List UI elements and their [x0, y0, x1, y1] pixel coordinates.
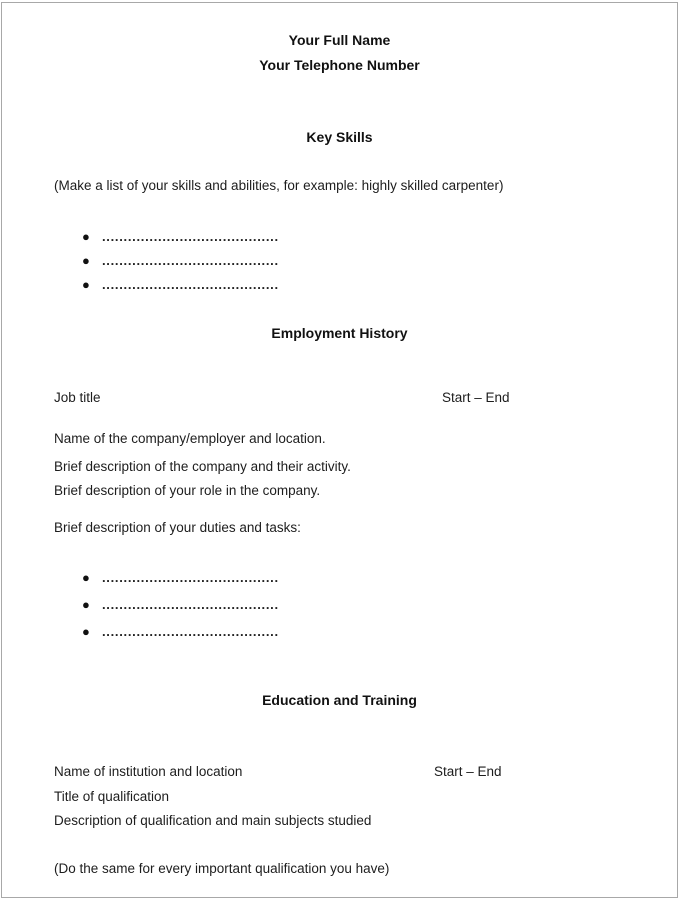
bullet-icon: ●: [82, 253, 90, 268]
duty-placeholder-line: .........................................: [102, 597, 279, 612]
education-note: (Do the same for every important qualification you have): [54, 861, 390, 876]
bullet-icon: ●: [82, 277, 90, 292]
document-page: [1, 2, 678, 898]
institution-row: [2, 764, 677, 779]
institution-label: Name of institution and location: [54, 764, 243, 779]
key-skills-hint: (Make a list of your skills and abilities, for example: highly skilled carpenter): [54, 178, 504, 193]
key-skills-heading: Key Skills: [306, 129, 373, 145]
qualification-title-line: Title of qualification: [54, 789, 170, 804]
education-date-range: Start – End: [434, 764, 502, 779]
bullet-icon: ●: [82, 597, 90, 612]
employment-history-heading: Employment History: [271, 325, 408, 341]
skill-bullet-row: [82, 229, 279, 244]
employment-date-range: Start – End: [442, 390, 510, 405]
skill-bullet-row: [82, 253, 279, 268]
job-title-row: [2, 390, 677, 405]
bullet-icon: ●: [82, 624, 90, 639]
job-title-label: Job title: [54, 390, 101, 405]
duty-placeholder-line: .........................................: [102, 624, 279, 639]
full-name-heading: Your Full Name: [288, 32, 391, 48]
duty-bullet-row: [82, 570, 279, 585]
telephone-heading: Your Telephone Number: [259, 57, 420, 73]
bullet-icon: ●: [82, 570, 90, 585]
qualification-description-line: Description of qualification and main subjects studied: [54, 813, 372, 828]
duty-placeholder-line: .........................................: [102, 570, 279, 585]
company-description-line: Brief description of the company and their activity.: [54, 459, 351, 474]
skill-bullet-row: [82, 277, 279, 292]
bullet-icon: ●: [82, 229, 90, 244]
education-training-heading: Education and Training: [262, 692, 417, 708]
duties-label: Brief description of your duties and tasks:: [54, 520, 301, 535]
skill-placeholder-line: .........................................: [102, 229, 279, 244]
skill-placeholder-line: .........................................: [102, 277, 279, 292]
company-name-line: Name of the company/employer and location.: [54, 431, 326, 446]
skill-placeholder-line: .........................................: [102, 253, 279, 268]
role-description-line: Brief description of your role in the company.: [54, 483, 321, 498]
duty-bullet-row: [82, 597, 279, 612]
duty-bullet-row: [82, 624, 279, 639]
